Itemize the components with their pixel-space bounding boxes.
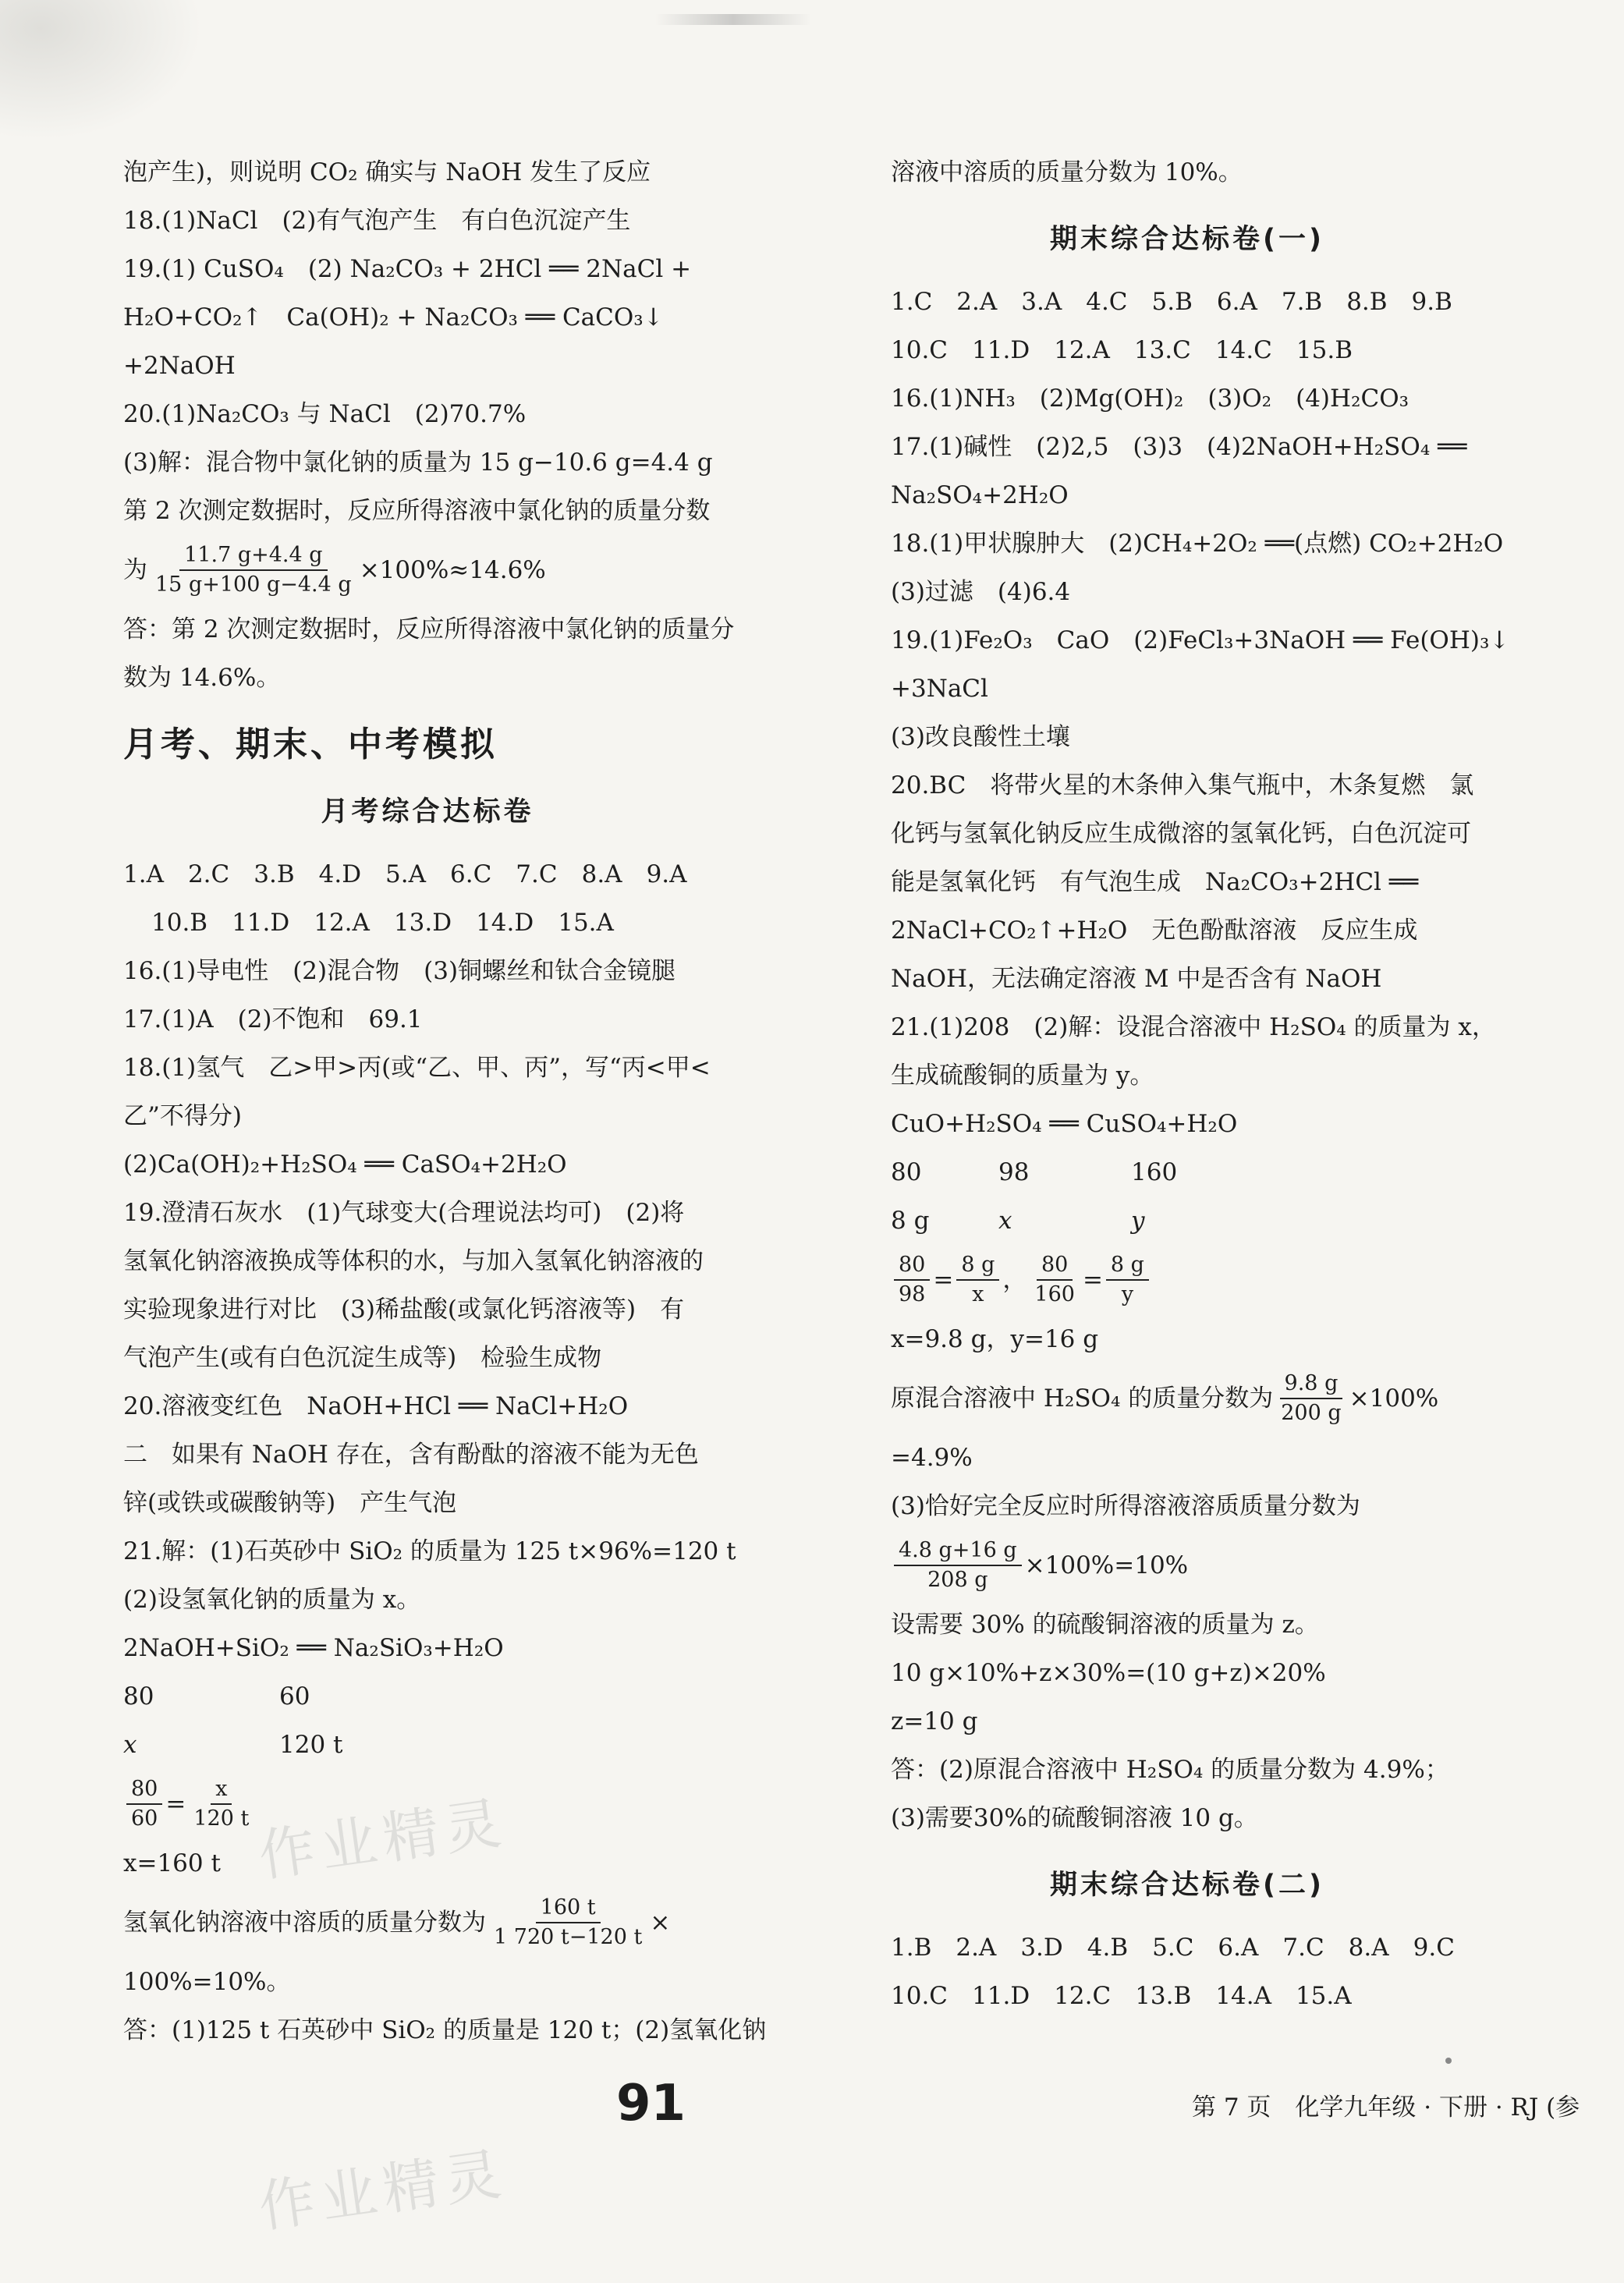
answer-row: 1.C 2.A 3.A 4.C 5.B 6.A 7.B 8.B 9.B: [891, 288, 1452, 316]
fraction-suffix: ×100%: [1349, 1384, 1439, 1413]
numerator: 9.8 g: [1280, 1370, 1343, 1399]
watermark-upper: 作业精灵: [254, 1789, 512, 1889]
text-line: CuO+H₂SO₄ ══ CuSO₄+H₂O: [891, 1110, 1238, 1138]
text-line: 设需要 30% 的硫酸铜溶液的质量为 z。: [891, 1611, 1319, 1639]
fraction: [126, 1775, 162, 1833]
text-line: 二 如果有 NaOH 存在，含有酚酞的溶液不能为无色: [123, 1441, 699, 1469]
stoich-cell: 98: [998, 1158, 1030, 1186]
fraction-line: [891, 1363, 1484, 1434]
numerator: 80: [1037, 1251, 1073, 1281]
text-line: 生成硫酸铜的质量为 y。: [891, 1062, 1154, 1090]
numerator: 4.8 g+16 g: [894, 1537, 1022, 1566]
text-line: 化钙与氢氧化钠反应生成微溶的氢氧化钙，白色沉淀可: [891, 820, 1471, 848]
fraction-prefix: 为: [123, 556, 147, 584]
stoich-cell: 160: [1131, 1158, 1178, 1186]
answer-row: 1.B 2.A 3.D 4.B 5.C 6.A 7.C 8.A 9.C: [891, 1934, 1455, 1962]
denominator: 15 g+100 g−4.4 g: [155, 573, 352, 597]
text-line: 2NaOH+SiO₂ ══ Na₂SiO₃+H₂O: [123, 1634, 504, 1662]
text-line: =4.9%: [891, 1444, 973, 1472]
stoich-cell: 60: [279, 1682, 310, 1710]
text-line: 16.(1)导电性 (2)混合物 (3)铜螺丝和钛合金镜腿: [123, 957, 676, 985]
text-line: (3)恰好完全反应时所得溶液溶质质量分数为: [891, 1492, 1360, 1520]
denominator: 60: [131, 1806, 158, 1831]
watermark-lower: 作业精灵: [254, 2140, 512, 2240]
text-line: 能是氢氧化钙 有气泡生成 Na₂CO₃+2HCl ══: [891, 868, 1419, 896]
text-line: 21.解：(1)石英砂中 SiO₂ 的质量为 125 t×96%=120 t: [123, 1537, 736, 1565]
text-line: 20.溶液变红色 NaOH+HCl ══ NaCl+H₂O: [123, 1392, 629, 1420]
answer-row: 1.A 2.C 3.B 4.D 5.A 6.C 7.C 8.A 9.A: [123, 860, 687, 888]
text-line: NaOH，无法确定溶液 M 中是否含有 NaOH: [891, 965, 1382, 993]
text-line: 答：(1)125 t 石英砂中 SiO₂ 的质量是 120 t；(2)氢氧化钠: [123, 2016, 767, 2044]
stoich-cell: 8 g: [891, 1207, 930, 1235]
text-line: 19.(1)Fe₂O₃ CaO (2)FeCl₃+3NaOH ══ Fe(OH)₃↓: [891, 626, 1510, 654]
text-line: 10 g×10%+z×30%=(10 g+z)×20%: [891, 1659, 1326, 1687]
text-line: 第 2 次测定数据时，反应所得溶液中氯化钠的质量分数: [123, 497, 711, 525]
answer-row: 10.B 11.D 12.A 13.D 14.D 15.A: [151, 909, 614, 937]
text-line: 21.(1)208 (2)解：设混合溶液中 H₂SO₄ 的质量为 x，: [891, 1013, 1496, 1041]
page-number: 91: [616, 2075, 686, 2132]
text-line: x=9.8 g，y=16 g: [891, 1325, 1099, 1353]
fraction: [1030, 1251, 1080, 1309]
stoich-cell: 120 t: [279, 1731, 343, 1759]
text-line: H₂O+CO₂↑ Ca(OH)₂ + Na₂CO₃ ══ CaCO₃↓: [123, 303, 664, 331]
answer-row: 10.C 11.D 12.A 13.C 14.C 15.B: [891, 336, 1353, 364]
stoich-cell: x: [123, 1731, 137, 1759]
text-line: x=160 t: [123, 1849, 221, 1877]
text-line: 溶液中溶质的质量分数为 10%。: [891, 158, 1243, 186]
text-line: 答：第 2 次测定数据时，反应所得溶液中氯化钠的质量分: [123, 615, 735, 643]
text-line: 实验现象进行对比 (3)稀盐酸(或氯化钙溶液等) 有: [123, 1296, 685, 1324]
denominator: 208 g: [927, 1568, 988, 1592]
text-line: (3)过滤 (4)6.4: [891, 578, 1071, 606]
text-line: 乙”不得分): [123, 1102, 242, 1130]
stoich-row: [891, 1196, 1484, 1245]
denominator: 200 g: [1281, 1401, 1342, 1425]
stoich-row: [123, 1672, 732, 1721]
text-line: 17.(1)A (2)不饱和 69.1: [123, 1005, 423, 1033]
equals-sign: =: [165, 1790, 186, 1818]
text-line: 18.(1)甲状腺肿大 (2)CH₄+2O₂ ══(点燃) CO₂+2H₂O: [891, 530, 1504, 558]
answer-row: 10.C 11.D 12.C 13.B 14.A 15.A: [891, 1982, 1352, 2010]
text-line: 泡产生)，则说明 CO₂ 确实与 NaOH 发生了反应: [123, 158, 651, 186]
fraction: [189, 1775, 254, 1833]
denominator: 1 720 t−120 t: [494, 1925, 643, 1949]
stoich-row: [891, 1148, 1484, 1196]
text-line: (3)改良酸性土壤: [891, 723, 1070, 751]
fraction-suffix: ×: [650, 1909, 671, 1937]
right-column: [891, 148, 1510, 2020]
stoich-cell: x: [998, 1207, 1012, 1235]
denominator: y: [1121, 1282, 1134, 1306]
fraction: [1106, 1251, 1149, 1309]
section-title: 期末综合达标卷(一): [1050, 224, 1324, 255]
stoich-cell: 80: [123, 1682, 154, 1710]
denominator: 160: [1034, 1282, 1075, 1306]
ink-dot: [1445, 2058, 1452, 2064]
numerator: 160 t: [536, 1894, 601, 1923]
text-line: (2)Ca(OH)₂+H₂SO₄ ══ CaSO₄+2H₂O: [123, 1150, 567, 1179]
denominator: x: [972, 1282, 984, 1306]
stoich-cell: 80: [891, 1158, 922, 1186]
numerator: 80: [894, 1251, 930, 1281]
footer-info: 第 7 页 化学九年级 · 下册 · RJ (参: [1192, 2093, 1580, 2122]
equals-sign: =: [933, 1266, 954, 1294]
text-line: Na₂SO₄+2H₂O: [891, 481, 1069, 509]
denominator: 98: [899, 1282, 926, 1306]
text-line: 18.(1)NaCl (2)有气泡产生 有白色沉淀产生: [123, 207, 631, 235]
fraction: [1276, 1370, 1346, 1427]
fraction-line: [891, 1530, 1484, 1601]
fraction-suffix: ×100%=10%: [1024, 1551, 1189, 1579]
numerator: 8 g: [956, 1251, 999, 1281]
fraction-line: [123, 535, 732, 605]
text-line: 19.(1) CuSO₄ (2) Na₂CO₃ + 2HCl ══ 2NaCl +: [123, 255, 692, 283]
text-line: (2)设氢氧化钠的质量为 x。: [123, 1586, 421, 1614]
fraction-suffix: ×100%≈14.6%: [359, 556, 546, 584]
text-line: 16.(1)NH₃ (2)Mg(OH)₂ (3)O₂ (4)H₂CO₃: [891, 385, 1409, 413]
fraction: [151, 541, 356, 599]
fraction: [956, 1251, 999, 1309]
fraction: [894, 1537, 1022, 1594]
text-line: 2NaCl+CO₂↑+H₂O 无色酚酞溶液 反应生成: [891, 916, 1418, 945]
fraction: [894, 1251, 930, 1309]
section-title: 期末综合达标卷(二): [1050, 1870, 1324, 1901]
stoich-cell: y: [1131, 1207, 1145, 1235]
fraction: [489, 1894, 647, 1952]
text-line: z=10 g: [891, 1707, 978, 1735]
text-line: 19.澄清石灰水 (1)气球变大(合理说法均可) (2)将: [123, 1199, 685, 1227]
section-title: 月考综合达标卷: [321, 796, 534, 828]
denominator: 120 t: [193, 1806, 250, 1831]
text-line: 答：(2)原混合溶液中 H₂SO₄ 的质量分数为 4.9%；: [891, 1756, 1449, 1784]
text-line: 100%=10%。: [123, 1968, 291, 1996]
text-line: 20.BC 将带火星的木条伸入集气瓶中，木条复燃 氯: [891, 771, 1474, 799]
numerator: 80: [126, 1775, 162, 1805]
fraction-line: [123, 1888, 732, 1958]
numerator: 11.7 g+4.4 g: [179, 541, 327, 571]
text-line: 数为 14.6%。: [123, 664, 281, 692]
scan-strip: [655, 14, 811, 25]
text-line: 17.(1)碱性 (2)2,5 (3)3 (4)2NaOH+H₂SO₄ ══: [891, 433, 1467, 461]
numerator: 8 g: [1106, 1251, 1149, 1281]
text-line: 20.(1)Na₂CO₃ 与 NaCl (2)70.7%: [123, 400, 527, 428]
fraction-prefix: 氢氧化钠溶液中溶质的质量分数为: [123, 1909, 486, 1937]
text-line: +3NaCl: [891, 675, 988, 703]
text-line: 气泡产生(或有白色沉淀生成等) 检验生成物: [123, 1344, 602, 1372]
paper-scuff: [0, 0, 203, 140]
stoich-row: [123, 1721, 732, 1769]
text-line: 锌(或铁或碳酸钠等) 产生气泡: [123, 1489, 457, 1517]
big-heading: 月考、期末、中考模拟: [123, 725, 498, 764]
fraction-prefix: 原混合溶液中 H₂SO₄ 的质量分数为: [891, 1384, 1274, 1413]
text-line: 氢氧化钠溶液换成等体积的水，与加入氢氧化钠溶液的: [123, 1247, 704, 1275]
text-line: (3)需要30%的硫酸铜溶液 10 g。: [891, 1804, 1258, 1832]
comma: ，: [1002, 1266, 1027, 1294]
text-line: +2NaOH: [123, 352, 236, 380]
left-column: [123, 148, 767, 2054]
text-line: 18.(1)氢气 乙>甲>丙(或“乙、甲、丙”，写“丙<甲<: [123, 1054, 711, 1082]
text-line: (3)解：混合物中氯化钠的质量为 15 g−10.6 g=4.4 g: [123, 448, 713, 477]
equals-sign: =: [1082, 1266, 1103, 1294]
numerator: x: [211, 1775, 232, 1805]
fraction-line: [891, 1245, 1484, 1315]
